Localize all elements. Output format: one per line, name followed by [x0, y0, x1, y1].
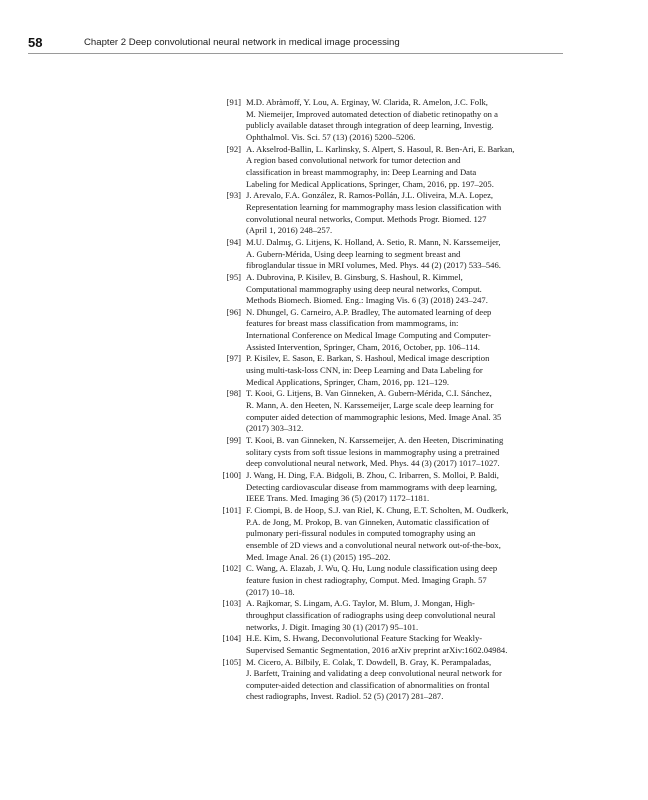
reference-text: [246, 237, 570, 272]
reference-line: M. Cicero, A. Bilbily, E. Colak, T. Dowdell, B. Gray, K. Perampaladas,: [246, 656, 492, 667]
reference-text: [246, 435, 570, 470]
reference-line: Labeling for Medical Applications, Springer, Cham, 2016, pp. 197–205.: [246, 178, 494, 189]
reference-entry: [210, 388, 570, 435]
reference-line: A region based convolutional network for tumor detection and: [246, 155, 461, 166]
reference-entry: [210, 435, 570, 470]
reference-line: A. Rajkomar, S. Lingam, A.G. Taylor, M. Blum, J. Mongan, High-: [246, 598, 475, 609]
reference-line: C. Wang, A. Elazab, J. Wu, Q. Hu, Lung nodule classification using deep: [246, 563, 498, 574]
reference-line: throughput classification of radiographs using deep convolutional neural: [246, 609, 496, 620]
running-header: [28, 35, 563, 54]
reference-line: P.A. de Jong, M. Prokop, B. van Ginneken, Automatic classification of: [246, 516, 490, 527]
reference-text: [246, 97, 570, 144]
reference-line: classification in breast mammography, in: Deep Learning and Data: [246, 166, 477, 177]
reference-entry: [210, 505, 570, 563]
reference-entry: [210, 190, 570, 237]
reference-line: T. Kooi, B. van Ginneken, N. Karssemeijer, A. den Heeten, Discriminating: [246, 435, 504, 446]
reference-line: Medical Applications, Springer, Cham, 2016, pp. 121–129.: [246, 376, 450, 387]
reference-line: publicly available dataset through integration of deep learning, Investig.: [246, 120, 494, 131]
reference-entry: [210, 633, 570, 656]
reference-line: International Conference on Medical Image Computing and Computer-: [246, 330, 491, 341]
reference-text: [246, 657, 570, 704]
reference-text: [246, 307, 570, 354]
reference-text: [246, 388, 570, 435]
reference-line: deep convolutional neural network, Med. Phys. 44 (3) (2017) 1017–1027.: [246, 458, 500, 469]
reference-line: M.U. Dalmış, G. Litjens, K. Holland, A. Setio, R. Mann, N. Karssemeijer,: [246, 236, 501, 247]
reference-text: [246, 272, 570, 307]
reference-line: F. Ciompi, B. de Hoop, S.J. van Riel, K. Chung, E.T. Scholten, M. Oudkerk,: [246, 504, 509, 515]
reference-text: [246, 598, 570, 633]
reference-line: A. Gubern-Mérida, Using deep learning to segment breast and: [246, 248, 461, 259]
reference-text: [246, 633, 570, 656]
reference-line: (2017) 303–312.: [246, 423, 304, 434]
reference-line: features for breast mass classification from mammograms, in:: [246, 318, 459, 329]
reference-line: P. Kisilev, E. Sason, E. Barkan, S. Hashoul, Medical image description: [246, 353, 490, 364]
reference-line: H.E. Kim, S. Hwang, Deconvolutional Feature Stacking for Weakly-: [246, 633, 483, 644]
reference-text: [246, 353, 570, 388]
reference-line: computer-aided detection and classification of abnormalities on frontal: [246, 679, 490, 690]
reference-text: [246, 144, 570, 191]
reference-line: convolutional neural networks, Comput. Methods Progr. Biomed. 127: [246, 213, 487, 224]
reference-entry: [210, 657, 570, 704]
reference-line: J. Arevalo, F.A. González, R. Ramos-Pollán, J.L. Oliveira, M.A. Lopez,: [246, 190, 494, 201]
reference-line: Representation learning for mammography mass lesion classification with: [246, 201, 502, 212]
reference-number: [100]: [222, 470, 241, 480]
reference-line: feature fusion in chest radiography, Comput. Med. Imaging Graph. 57: [246, 574, 487, 585]
reference-entry: [210, 272, 570, 307]
reference-number: [95]: [226, 271, 241, 282]
reference-line: chest radiographs, Invest. Radiol. 52 (5) (2017) 281–287.: [246, 691, 444, 702]
reference-line: Detecting cardiovascular disease from mammograms with deep learning,: [246, 481, 498, 492]
reference-line: T. Kooi, G. Litjens, B. Van Ginneken, A. Gubern-Mérida, C.I. Sánchez,: [246, 388, 492, 399]
reference-number: [103]: [222, 598, 241, 609]
reference-text: [246, 505, 570, 563]
reference-line: (2017) 10–18.: [246, 586, 295, 597]
reference-number: [99]: [226, 435, 241, 446]
reference-line: Ophthalmol. Vis. Sci. 57 (13) (2016) 5200–5206.: [246, 131, 416, 142]
reference-entry: [210, 144, 570, 191]
reference-number: [97]: [226, 353, 241, 364]
reference-number: [91]: [226, 97, 241, 107]
reference-number: [101]: [222, 504, 241, 515]
reference-number: [93]: [226, 190, 241, 201]
reference-list: [210, 97, 570, 703]
reference-text: [246, 563, 570, 598]
reference-line: R. Mann, A. den Heeten, N. Karssemeijer, Large scale deep learning for: [246, 400, 494, 411]
reference-number: [96]: [226, 306, 241, 317]
reference-number: [104]: [222, 633, 241, 644]
reference-line: pulmonary peri-fissural nodules in computed tomography using an: [246, 528, 476, 539]
reference-line: M.D. Abràmoff, Y. Lou, A. Erginay, W. Clarida, R. Amelon, J.C. Folk,: [246, 97, 488, 107]
reference-number: [102]: [222, 563, 241, 574]
reference-line: Supervised Semantic Segmentation, 2016 arXiv preprint arXiv:1602.04984.: [246, 644, 508, 655]
reference-line: ensemble of 2D views and a convolutional neural network out-of-the-box,: [246, 539, 501, 550]
reference-entry: [210, 97, 570, 144]
reference-line: M. Niemeijer, Improved automated detection of diabetic retinopathy on a: [246, 108, 498, 119]
reference-line: Med. Image Anal. 26 (1) (2015) 195–202.: [246, 551, 391, 562]
reference-line: solitary cysts from soft tissue lesions in mammography using a pretrained: [246, 446, 500, 457]
reference-entry: [210, 563, 570, 598]
reference-entry: [210, 353, 570, 388]
reference-line: N. Dhungel, G. Carneiro, A.P. Bradley, The automated learning of deep: [246, 306, 492, 317]
reference-line: networks, J. Digit. Imaging 30 (1) (2017) 95–101.: [246, 621, 419, 632]
reference-number: [92]: [226, 143, 241, 154]
reference-entry: [210, 470, 570, 505]
reference-line: J. Barfett, Training and validating a deep convolutional neural network for: [246, 668, 502, 679]
reference-line: Assisted Intervention, Springer, Cham, 2016, October, pp. 106–114.: [246, 341, 480, 352]
reference-line: Methods Biomech. Biomed. Eng.: Imaging Vis. 6 (3) (2018) 243–247.: [246, 295, 488, 306]
reference-number: [105]: [222, 656, 241, 667]
reference-line: Computational mammography using deep neural networks, Comput.: [246, 283, 482, 294]
reference-line: using multi-task-loss CNN, in: Deep Learning and Data Labeling for: [246, 365, 483, 376]
running-title: Chapter 2 Deep convolutional neural network in medical image processing: [84, 37, 400, 48]
reference-entry: [210, 598, 570, 633]
reference-number: [94]: [226, 236, 241, 247]
reference-entry: [210, 237, 570, 272]
reference-text: [246, 190, 570, 237]
reference-line: A. Dubrovina, P. Kisilev, B. Ginsburg, S. Hashoul, R. Kimmel,: [246, 271, 463, 282]
reference-text: [246, 470, 570, 505]
reference-line: A. Akselrod-Ballin, L. Karlinsky, S. Alpert, S. Hasoul, R. Ben-Ari, E. Barkan,: [246, 143, 515, 154]
reference-line: IEEE Trans. Med. Imaging 36 (5) (2017) 1172–1181.: [246, 493, 430, 504]
reference-line: computer aided detection of mammographic lesions, Med. Image Anal. 35: [246, 411, 502, 422]
reference-line: (April 1, 2016) 248–257.: [246, 225, 333, 236]
reference-number: [98]: [226, 388, 241, 399]
reference-entry: [210, 307, 570, 354]
page-number: 58: [28, 35, 43, 50]
reference-line: J. Wang, H. Ding, F.A. Bidgoli, B. Zhou, C. Iribarren, S. Molloi, P. Baldi,: [246, 470, 499, 480]
reference-line: fibroglandular tissue in MRI volumes, Med. Phys. 44 (2) (2017) 533–546.: [246, 260, 501, 271]
